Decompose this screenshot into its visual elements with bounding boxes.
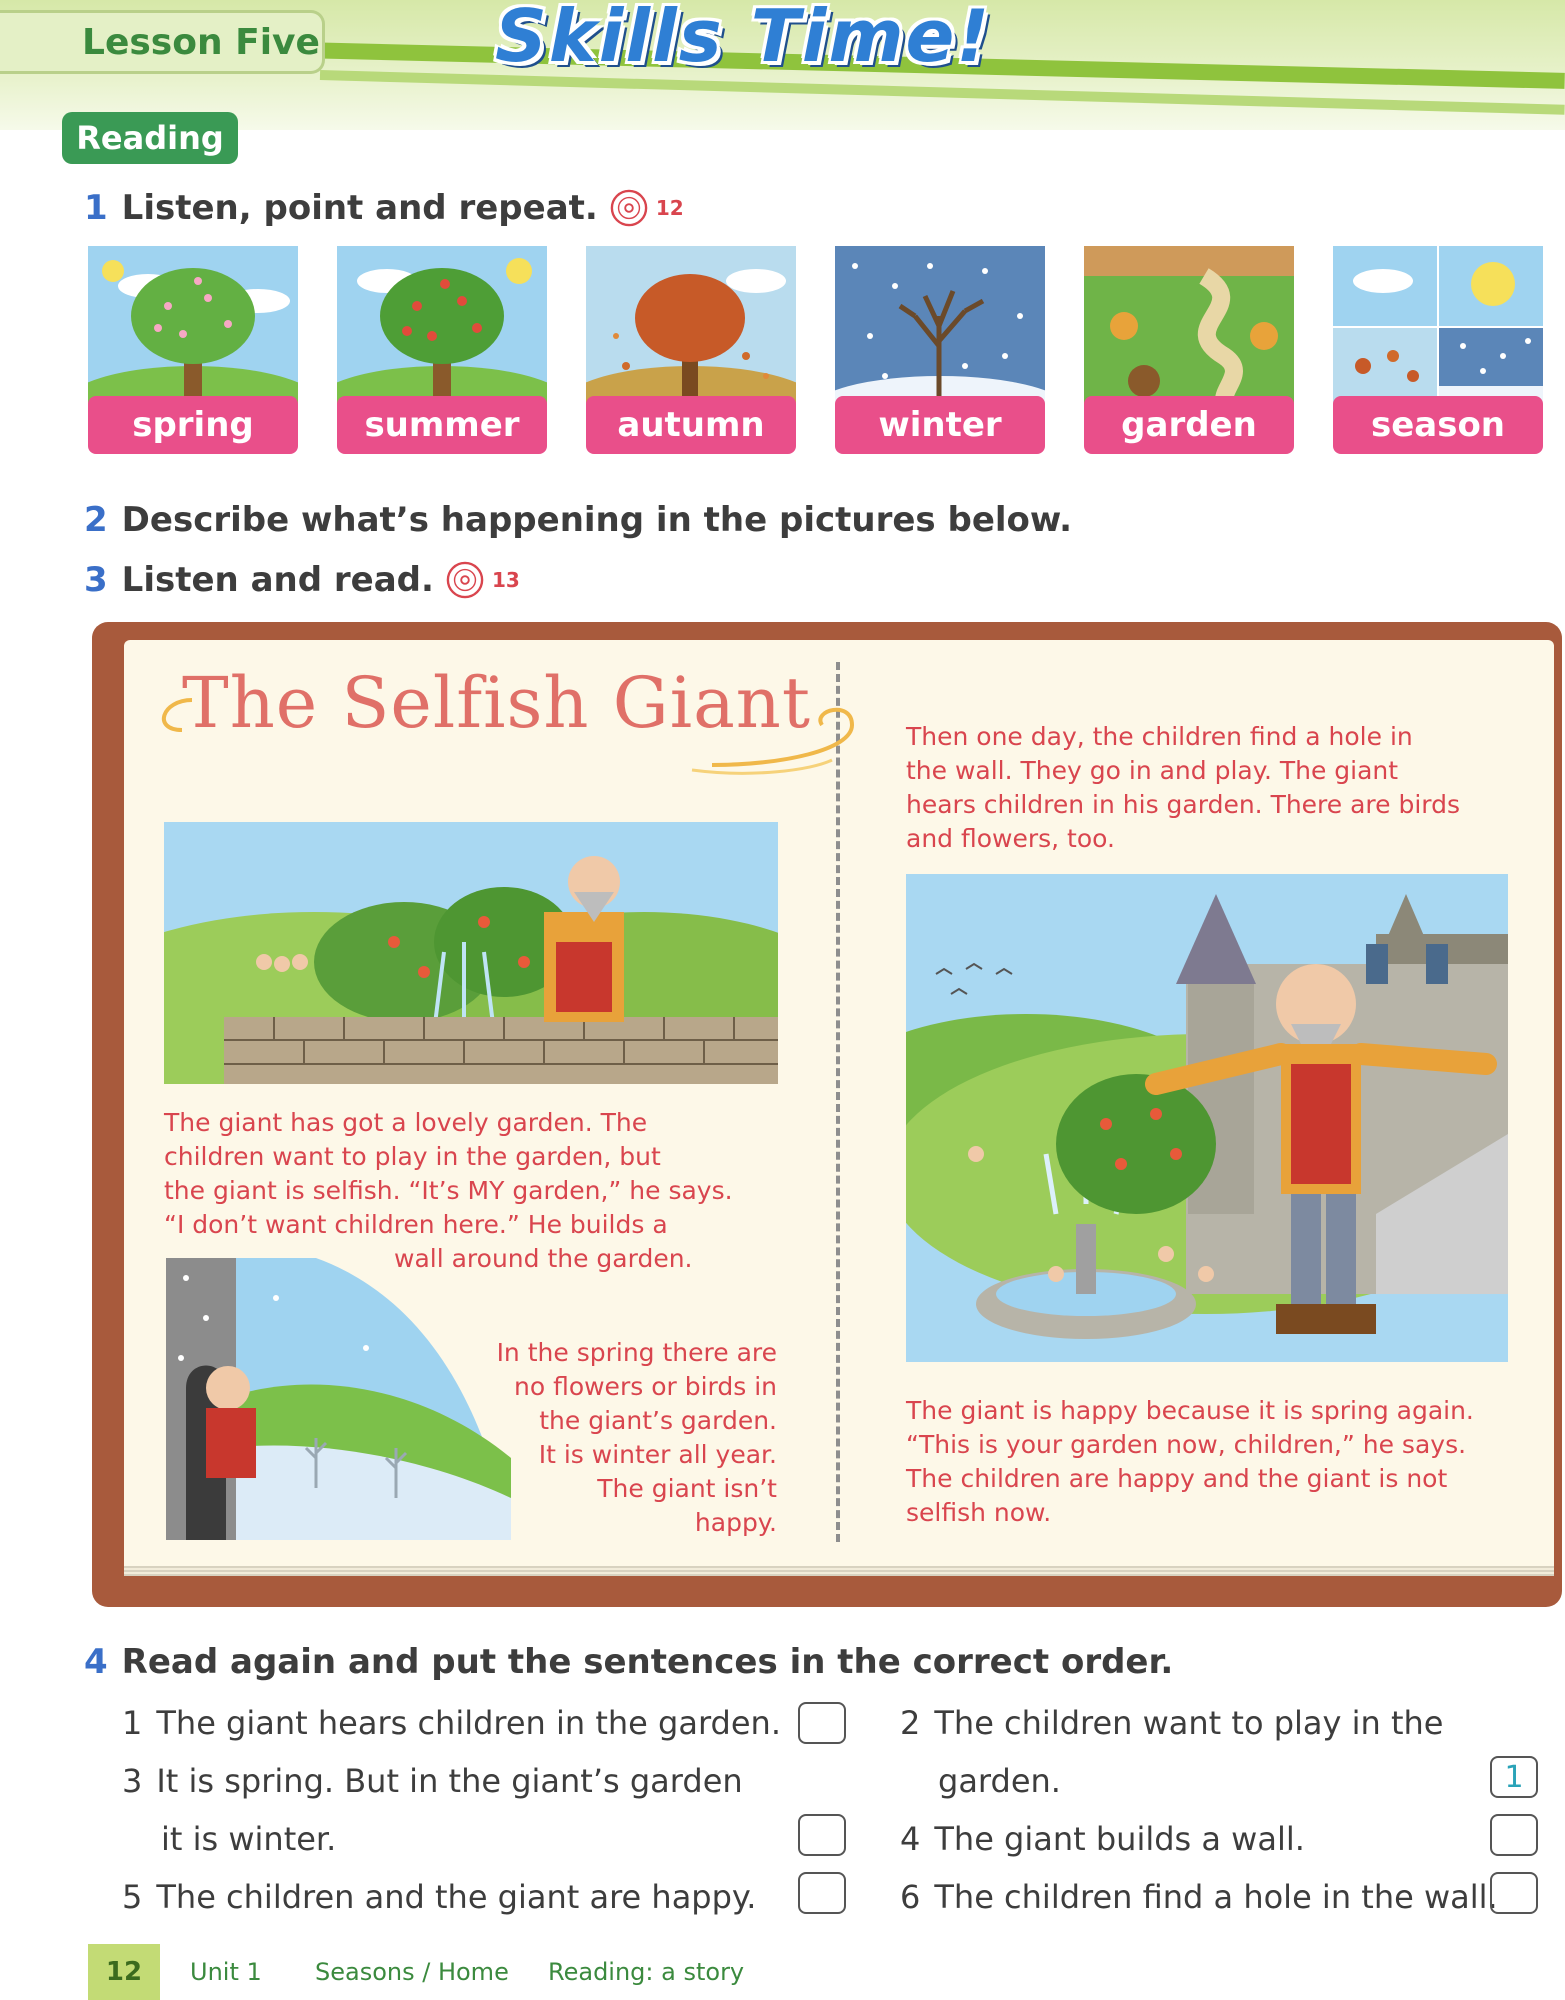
sentence-number: 2 [900, 1704, 921, 1742]
story-paragraph-1 [164, 1106, 733, 1276]
ordering-sentence-3-continued: it is winter. [161, 1820, 337, 1858]
sentence-number: 4 [900, 1820, 921, 1858]
story-line: The giant isn’t [597, 1474, 777, 1503]
vocab-card-season[interactable] [1333, 246, 1543, 456]
spring-tree-picture [88, 246, 298, 414]
sentence-number: 3 [122, 1762, 143, 1800]
story-line: “I don’t want children here.” He builds a [164, 1210, 668, 1239]
story-line: and flowers, too. [906, 824, 1115, 853]
sentence-text: The giant builds a wall. [934, 1820, 1305, 1858]
ordering-sentence-3 [122, 1762, 743, 1800]
title-swirl-ornament [132, 670, 912, 780]
track-number: 13 [491, 568, 520, 592]
exercise-4-instruction [84, 1642, 1173, 1682]
story-line: In the spring there are [496, 1338, 777, 1367]
four-seasons-picture [1333, 246, 1543, 414]
sentence-number: 5 [122, 1878, 143, 1916]
ordering-sentence-1 [122, 1704, 781, 1742]
story-line: children want to play in the garden, but [164, 1142, 661, 1171]
story-line: The giant is happy because it is spring again. [906, 1396, 1474, 1425]
answer-box-5[interactable] [798, 1872, 846, 1914]
page-number: 12 [88, 1944, 160, 2000]
exercise-2-instruction [84, 500, 1072, 540]
answer-box-2[interactable]: 1 [1490, 1756, 1538, 1798]
story-paragraph-3 [906, 720, 1460, 856]
instruction-text: Describe what’s happening in the pictures below. [121, 500, 1073, 540]
ordering-sentence-4 [900, 1820, 1305, 1858]
story-line: no flowers or birds in [513, 1372, 777, 1401]
audio-track[interactable] [446, 561, 520, 599]
autumn-tree-picture [586, 246, 796, 414]
story-paragraph-4 [906, 1394, 1474, 1530]
vocab-card-autumn[interactable] [586, 246, 796, 456]
track-number: 12 [655, 196, 684, 220]
winter-tree-picture [835, 246, 1045, 414]
garden-picture [1084, 246, 1294, 414]
summer-tree-picture [337, 246, 547, 414]
exercise-number: 3 [84, 560, 108, 600]
lesson-tab: Lesson Five [0, 10, 325, 74]
story-line: It is winter all year. [538, 1440, 777, 1469]
story-line: the giant’s garden. [539, 1406, 777, 1435]
vocab-card-garden[interactable] [1084, 246, 1294, 456]
footer-skill: Reading: a story [548, 1958, 745, 1986]
instruction-text: Listen and read. [121, 560, 434, 600]
vocab-card-summer[interactable] [337, 246, 547, 456]
book-page-edge [124, 1566, 1554, 1576]
sentence-number: 6 [900, 1878, 921, 1916]
ordering-sentence-2 [900, 1704, 1443, 1742]
sentence-text: The children want to play in the [934, 1704, 1444, 1742]
story-line: happy. [694, 1508, 777, 1537]
vocab-label: summer [337, 396, 547, 454]
instruction-text: Listen, point and repeat. [121, 188, 598, 228]
audio-cd-icon [446, 561, 484, 599]
storybook [92, 622, 1565, 1607]
winter-garden-illustration [166, 1258, 511, 1540]
exercise-number: 1 [84, 188, 108, 228]
ordering-sentence-2-continued: garden. [938, 1762, 1061, 1800]
story-line: hears children in his garden. There are birds [906, 790, 1461, 819]
exercise-3-instruction [84, 560, 520, 600]
answer-box-6[interactable] [1490, 1872, 1538, 1914]
answer-box-1[interactable] [798, 1702, 846, 1744]
exercise-number: 4 [84, 1642, 108, 1682]
book-spine [836, 662, 840, 1542]
vocab-label: garden [1084, 396, 1294, 454]
instruction-text: Read again and put the sentences in the correct order. [121, 1642, 1174, 1682]
vocab-label: spring [88, 396, 298, 454]
exercise-number: 2 [84, 500, 108, 540]
exercise-1-instruction [84, 188, 684, 228]
sentence-number: 1 [122, 1704, 143, 1742]
audio-track[interactable] [610, 189, 684, 227]
story-line: the giant is selfish. “It’s MY garden,” he says. [164, 1176, 733, 1205]
sentence-text: It is spring. But in the giant’s garden [156, 1762, 743, 1800]
happy-giant-spring-illustration [906, 874, 1508, 1362]
footer-topic: Seasons / Home [315, 1958, 509, 1986]
vocab-card-spring[interactable] [88, 246, 298, 456]
story-line: wall around the garden. [394, 1244, 693, 1273]
sentence-text: The giant hears children in the garden. [156, 1704, 781, 1742]
sentence-text: The children find a hole in the wall. [934, 1878, 1498, 1916]
vocab-label: season [1333, 396, 1543, 454]
vocab-label: winter [835, 396, 1045, 454]
vocab-card-winter[interactable] [835, 246, 1045, 456]
story-line: The children are happy and the giant is not [906, 1464, 1448, 1493]
answer-box-3[interactable] [798, 1814, 846, 1856]
page-title: Skills Time! [495, 0, 992, 78]
vocab-label: autumn [586, 396, 796, 454]
story-paragraph-2 [487, 1336, 777, 1540]
story-line: the wall. They go in and play. The giant [906, 756, 1399, 785]
story-line: The giant has got a lovely garden. The [164, 1108, 648, 1137]
story-line: Then one day, the children find a hole in [906, 722, 1413, 751]
audio-cd-icon [610, 189, 648, 227]
giant-building-wall-illustration [164, 822, 778, 1084]
footer-unit: Unit 1 [190, 1958, 262, 1986]
sentence-text: The children and the giant are happy. [156, 1878, 757, 1916]
answer-box-4[interactable] [1490, 1814, 1538, 1856]
story-title: The Selfish Giant [182, 662, 812, 744]
story-line: “This is your garden now, children,” he says. [906, 1430, 1467, 1459]
section-badge: Reading [62, 112, 238, 164]
ordering-sentence-5 [122, 1878, 756, 1916]
story-line: selfish now. [906, 1498, 1052, 1527]
ordering-sentence-6 [900, 1878, 1498, 1916]
